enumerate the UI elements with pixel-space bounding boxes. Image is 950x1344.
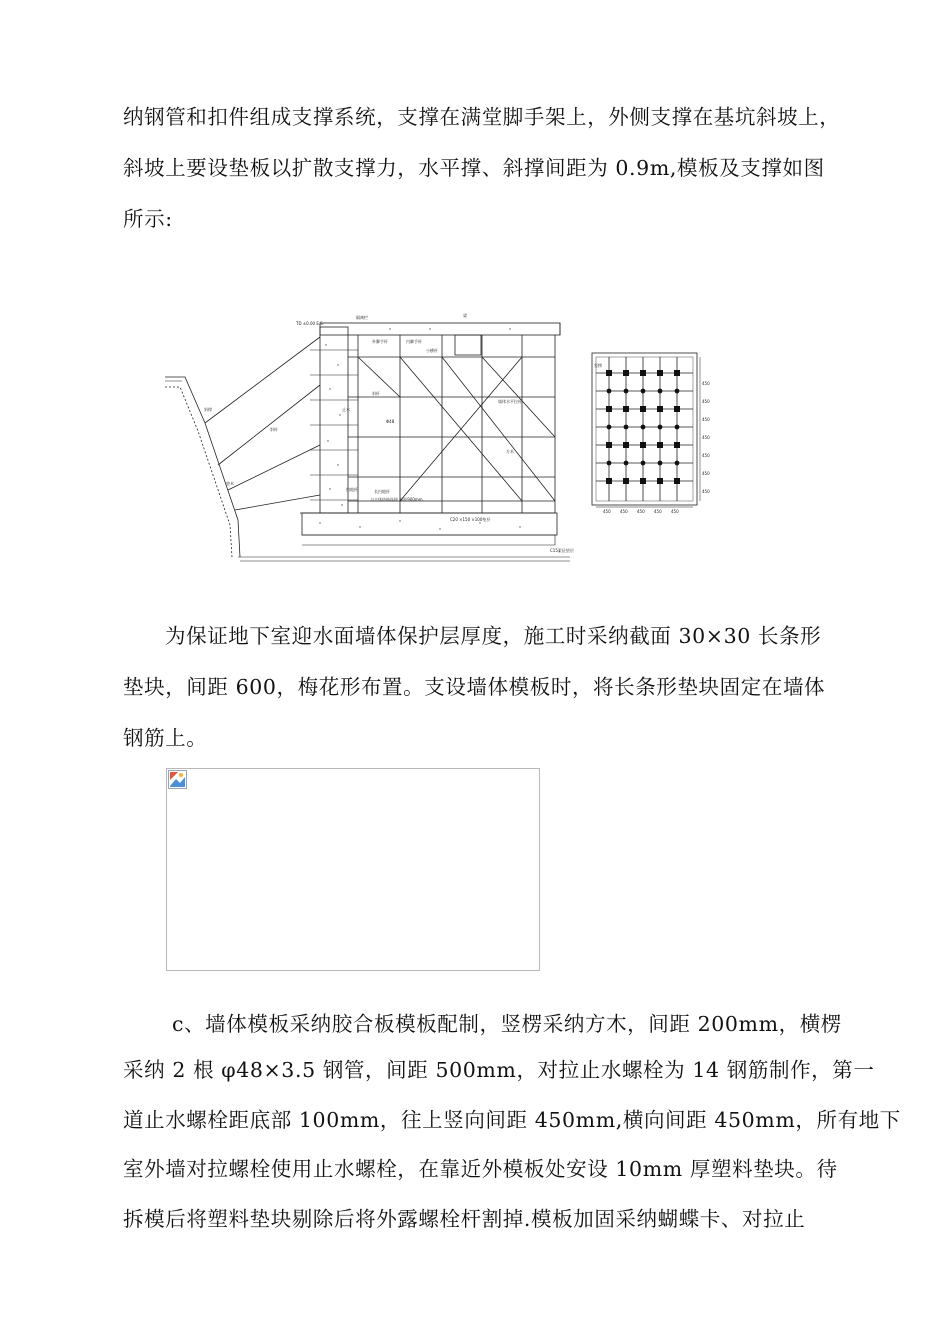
label-top-bar: 小横杆	[426, 348, 438, 353]
label-slope-brace: 斜杆	[270, 427, 278, 432]
label-phi: Φ48	[386, 419, 395, 424]
label-side-dim-7: 450	[702, 489, 710, 494]
label-square-timber: 方木	[506, 449, 514, 454]
label-bottom-dim-3: 450	[637, 509, 645, 514]
label-wall-pole: 墙体水平拉杆	[498, 399, 522, 404]
paragraph2-line-3: 钢筋上。	[123, 726, 208, 750]
label-side-dim-6: 450	[702, 471, 710, 476]
label-bottom-dim-1: 450	[603, 509, 611, 514]
broken-image-icon	[168, 770, 187, 789]
label-beam: 梁	[463, 313, 467, 318]
label-base: C20 ×150 ×100垫层	[450, 517, 491, 522]
label-long-sweep: 长扫地杆	[374, 489, 390, 494]
label-slope-pad: 垫木	[226, 481, 234, 486]
paragraph1-line-1: 纳钢管和扣件组成支撑系统，支撑在满堂脚手架上，外侧支撑在基坑斜坡上，	[123, 105, 841, 129]
paragraph1-line-3: 所示:	[123, 207, 173, 231]
paragraph2-line-1: 为保证地下室迎水面墙体保护层厚度，施工时采纳截面 30×30 长条形	[165, 624, 822, 648]
label-bottom-dim-4: 450	[654, 509, 662, 514]
label-waterstop: 止水	[342, 407, 350, 412]
label-brace: 斜撑	[204, 407, 212, 412]
paragraph3-line-4: 室外墙对拉螺栓使用止水螺栓，在靠近外模板处安设 10mm 厚塑料垫块。待	[123, 1157, 838, 1181]
label-inner-pole: 内脚手杆	[406, 339, 422, 344]
label-elevation: TD ±0.00 E.S.	[296, 321, 324, 326]
paragraph3-line-1: c、墙体模板采纳胶合板模板配制，竖楞采纳方木，间距 200mm，横楞	[172, 1012, 842, 1036]
label-side-dim-2: 450	[702, 399, 710, 404]
label-side-dim-5: 450	[702, 453, 710, 458]
paragraph3-line-2: 采纳 2 根 φ48×3.5 钢管，间距 500mm，对拉止水螺栓为 14 钢筋制作，第一	[123, 1058, 875, 1082]
label-side-dim-1: 450	[702, 381, 710, 386]
label-side-dim-3: 450	[702, 417, 710, 422]
paragraph3-line-5: 拆模后将塑料垫块剔除后将外露螺栓杆割掉.模板加固采纳蝴蝶卡、对拉止	[123, 1207, 806, 1231]
label-diag: 斜杆	[372, 391, 380, 396]
label-railing: 隔离栏	[356, 315, 368, 320]
formwork-support-drawing	[160, 305, 730, 565]
paragraph3-line-3: 道止水螺栓距底部 100mm，往上竖向间距 450mm,横向间距 450mm，所有地下	[123, 1108, 901, 1132]
label-outer-pole: 外脚手杆	[372, 339, 388, 344]
paragraph2-line-2: 垫块，间距 600，梅花形布置。支设墙体模板时，将长条形垫块固定在墙体	[123, 675, 826, 699]
label-elev-side: 竖楞	[594, 363, 602, 368]
label-side-dim-4: 450	[702, 435, 710, 440]
broken-image-placeholder	[166, 768, 540, 971]
label-sweep: 扫地杆	[346, 487, 358, 492]
paragraph1-line-2: 斜坡上要设垫板以扩散支撑力，水平撑、斜撑间距为 0.9m,模板及支撑如图	[123, 156, 825, 180]
label-bottom-dim-5: 450	[671, 509, 679, 514]
label-bottom: C15素砼垫层	[550, 548, 574, 553]
label-bottom-dim-2: 450	[620, 509, 628, 514]
label-slab-note: 与主体结构连接 间距900mm	[370, 497, 423, 502]
